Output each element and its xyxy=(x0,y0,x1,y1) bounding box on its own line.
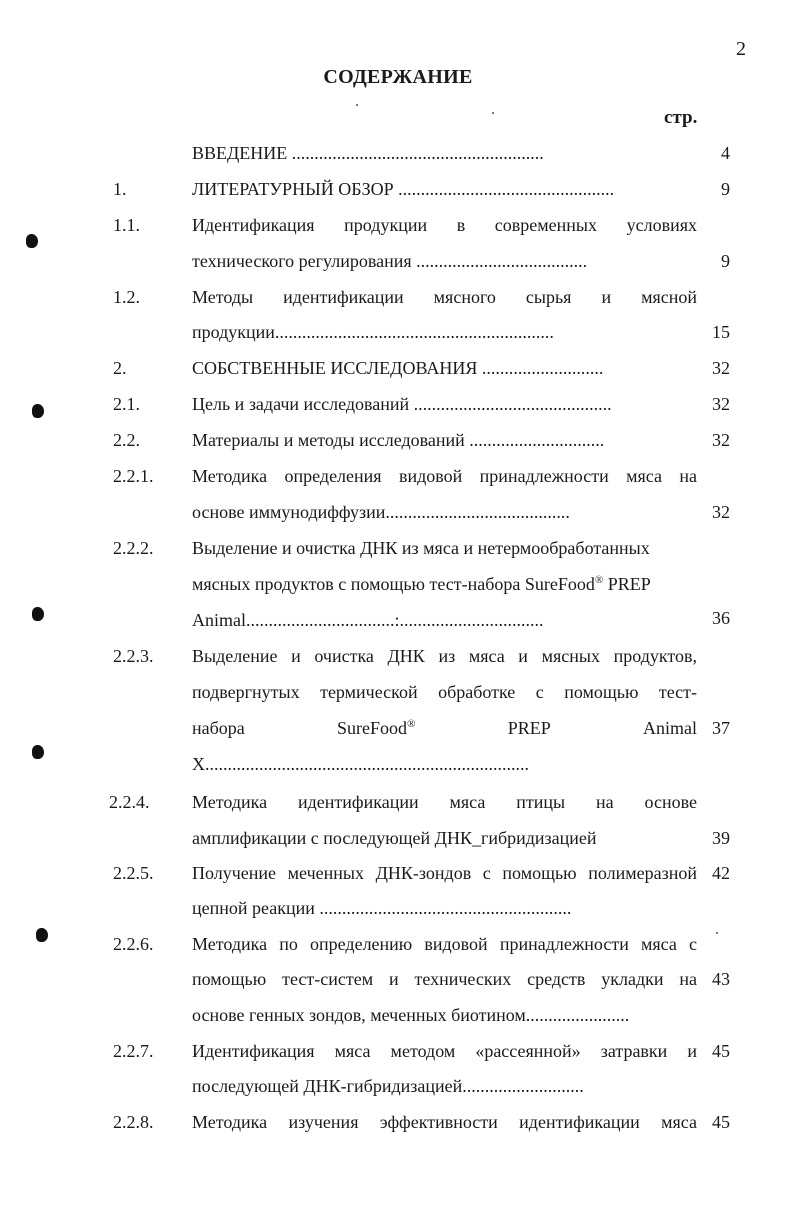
toc-entry-2-2-4[interactable]: Методика идентификации мяса птицы на основе xyxy=(192,792,697,812)
toc-number: 1.1. xyxy=(113,215,140,235)
toc-text: PREP xyxy=(603,574,651,594)
toc-entry-intro[interactable] xyxy=(192,143,697,164)
toc-entry-1[interactable] xyxy=(192,179,697,200)
toc-entry-2-2-8[interactable]: Методика изучения эффективности идентификации мяса xyxy=(192,1112,697,1132)
toc-entry-2-2-6-cont: помощью тест-систем и технических средств укладки на xyxy=(192,969,697,989)
toc-word-text: SureFood xyxy=(337,718,408,738)
toc-number: 2.2.1. xyxy=(113,466,154,486)
toc-number: 2.2.6. xyxy=(113,934,154,954)
toc-entry-2-2-3-cont: подвергнутых термической обработке с помощью тест- xyxy=(192,682,697,702)
toc-entry-2-2-7[interactable]: Идентификация мяса методом «рассеянной» затравки и xyxy=(192,1041,697,1061)
toc-number: 2. xyxy=(113,358,127,378)
toc-number: 1. xyxy=(113,179,127,199)
toc-text: ЛИТЕРАТУРНЫЙ ОБЗОР ................................................ xyxy=(192,179,615,199)
toc-number: 2.2.2. xyxy=(113,538,154,558)
toc-number: 2.2.4. xyxy=(109,792,150,812)
toc-page: 32 xyxy=(712,358,730,378)
registered-mark: ® xyxy=(594,574,604,586)
toc-entry-2-2-3-cont2 xyxy=(192,718,697,739)
toc-entry-1-2[interactable]: Методы идентификации мясного сырья и мясной xyxy=(192,287,697,307)
toc-entry-2-2-2-cont xyxy=(192,574,697,595)
toc-entry-2-2-2-cont2: Animal.................................:................................ xyxy=(192,610,544,630)
page-title: СОДЕРЖАНИЕ xyxy=(323,66,473,88)
toc-entry-2-2-4-cont: амплификации с последующей ДНК_гибридизацией xyxy=(192,828,597,848)
toc-number: 2.2. xyxy=(113,430,140,450)
toc-entry-1-1[interactable]: Идентификация продукции в современных условиях xyxy=(192,215,697,235)
toc-page: 36 xyxy=(712,608,730,628)
toc-entry-2-2-1[interactable]: Методика определения видовой принадлежности мяса на xyxy=(192,466,697,486)
toc-number: 2.2.3. xyxy=(113,646,154,666)
toc-entry-2-2-5[interactable]: Получение меченных ДНК-зондов с помощью полимеразной xyxy=(192,863,697,883)
toc-page: 9 xyxy=(721,179,730,199)
toc-word xyxy=(337,718,415,739)
toc-page: 32 xyxy=(712,430,730,450)
toc-entry-1-2-cont: продукции.............................................................. xyxy=(192,322,554,342)
toc-number: 2.2.8. xyxy=(113,1112,154,1132)
toc-page: 32 xyxy=(712,502,730,522)
registered-mark: ® xyxy=(407,718,416,730)
toc-page: 15 xyxy=(712,322,730,342)
toc-entry-2-2-6[interactable]: Методика по определению видовой принадлежности мяса с xyxy=(192,934,697,954)
page-column-label: стр. xyxy=(664,107,698,128)
toc-text: мясных продуктов с помощью тест-набора SureFood xyxy=(192,574,595,594)
toc-entry-2-2-7-cont: последующей ДНК-гибридизацией........................... xyxy=(192,1076,584,1096)
toc-text: ВВЕДЕНИЕ ........................................................ xyxy=(192,143,544,163)
toc-page: 39 xyxy=(712,828,730,848)
toc-number: 2.2.7. xyxy=(113,1041,154,1061)
page-number: 2 xyxy=(736,38,746,60)
toc-entry-2-2-3-cont3: X........................................................................ xyxy=(192,754,529,774)
toc-number: 2.1. xyxy=(113,394,140,414)
toc-page: 45 xyxy=(712,1112,730,1132)
toc-entry-2-2-6-cont2: основе генных зондов, меченных биотином....................... xyxy=(192,1005,630,1025)
toc-entry-2-2-2[interactable]: Выделение и очистка ДНК из мяса и нетермообработанных xyxy=(192,538,650,558)
toc-entry-2-2-1-cont: основе иммунодиффузии......................................... xyxy=(192,502,570,522)
toc-entry-2[interactable]: СОБСТВЕННЫЕ ИССЛЕДОВАНИЯ ........................... xyxy=(192,358,604,378)
toc-word: набора xyxy=(192,718,245,738)
toc-word: Animal xyxy=(642,718,697,738)
toc-page: 45 xyxy=(712,1041,730,1061)
toc-entry-2-2-3[interactable]: Выделение и очистка ДНК из мяса и мясных продуктов, xyxy=(192,646,697,666)
toc-number: 1.2. xyxy=(113,287,140,307)
toc-entry-2-1[interactable]: Цель и задачи исследований ............................................ xyxy=(192,394,612,414)
toc-entry-2-2-5-cont: цепной реакции ........................................................ xyxy=(192,898,572,918)
toc-number: 2.2.5. xyxy=(113,863,154,883)
toc-entry-1-1-cont: технического регулирования ...................................... xyxy=(192,251,588,271)
toc-page: 32 xyxy=(712,394,730,414)
toc-entry-2-2[interactable]: Материалы и методы исследований .............................. xyxy=(192,430,605,450)
toc-page: 9 xyxy=(721,251,730,271)
toc-page: 43 xyxy=(712,969,730,989)
toc-page: 42 xyxy=(712,863,730,883)
toc-word: PREP xyxy=(507,718,551,738)
toc-page: 4 xyxy=(721,143,730,163)
toc-page: 37 xyxy=(712,718,730,738)
